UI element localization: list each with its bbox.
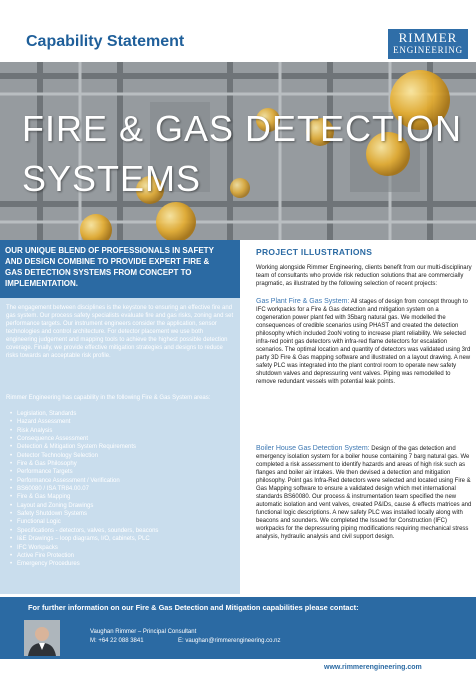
tagline-line: IMPLEMENTATION. — [5, 279, 79, 288]
capability-item: • Hazard Assessment — [0, 418, 240, 426]
person-photo-icon — [24, 620, 60, 656]
avatar — [24, 620, 60, 656]
capability-item: • Performance Assessment / Verification — [0, 477, 240, 485]
capability-item: • Emergency Procedures — [0, 560, 240, 568]
company-logo — [388, 29, 468, 59]
capability-list — [0, 410, 240, 569]
contact-footer — [0, 597, 476, 659]
contact-email-link[interactable]: E: vaughan@rimmerengineering.co.nz — [178, 638, 281, 644]
capability-item: • Performance Targets — [0, 468, 240, 476]
project-description: All stages of design from concept through to IFC workpacks for a Fire & Gas detection and mitigation system on a cogeneration power plant fed with 35barg natural gas. We modelled the consequences of credible scenarios using PHAST and created the detection philosophy which included 2ooN voting to increase plant reliability. We selected infra-red point gas detectors with infra-red flame detectors for escalation scenarios. The optimal location and quantity of detectors was validated using 3rd party 3D Fire & Gas mapping software and illustrated on a layout drawing. A new safety PLC was integrated into the plant control room to operate new safety shutdown valves and depressuring vent valves. Piping was remodelled to remove redundant vessels with potential leak points. — [256, 299, 471, 385]
page-title: Capability Statement — [26, 33, 185, 50]
capability-item: • Layout and Zoning Drawings — [0, 502, 240, 510]
tagline-line: GAS DETECTION SYSTEMS FROM CONCEPT TO — [5, 268, 192, 277]
capability-item: • Safety Shutdown Systems — [0, 510, 240, 518]
tagline-line: AND DESIGN COMBINE TO PROVIDE EXPERT FIRE & — [5, 257, 210, 266]
logo-wordmark-line1: RIMMER — [398, 30, 458, 45]
capability-item: • Fire & Gas Philosophy — [0, 460, 240, 468]
hero-title-line2: SYSTEMS — [22, 158, 202, 199]
plant-illustration — [0, 62, 476, 240]
project-title: Boiler House Gas Detection System: — [256, 445, 370, 452]
hero-banner — [0, 62, 476, 240]
project-item — [256, 298, 472, 386]
contact-call-to-action: For further information on our Fire & Gas Detection and Mitigation capabilities please contact: — [28, 603, 359, 612]
logo-wordmark-line2: ENGINEERING — [393, 45, 463, 55]
capability-item: • Specifications - detectors, valves, sounders, beacons — [0, 527, 240, 535]
capabilities-panel — [0, 240, 240, 594]
capability-item: • BS60080 / ISA TR84.00.07 — [0, 485, 240, 493]
intro-paragraph: The engagement between disciplines is the keystone to ensuring an effective fire and gas system. Our process safety specialists evaluate fire and gas risks, zoning and set performance targets. Our instrument engineers consider the application, sensor technologies and control architecture. For detector placement we use both engineering judgement and mapping tools to achieve the highest possible detection coverage. Finally, we provide effective mitigation strategies and designs to reduce risks towards an acceptable risk profile. — [6, 305, 234, 359]
capability-item: • Active Fire Protection — [0, 552, 240, 560]
website-link[interactable]: www.rimmerengineering.com — [324, 664, 422, 671]
capability-item: • IFC Workpacks — [0, 544, 240, 552]
contact-name: Vaughan Rimmer – Principal Consultant — [90, 629, 197, 635]
tagline-line: OUR UNIQUE BLEND OF PROFESSIONALS IN SAFETY — [5, 246, 214, 255]
capability-item: • Fire & Gas Mapping — [0, 493, 240, 501]
capability-item: • Functional Logic — [0, 518, 240, 526]
section-heading: PROJECT ILLUSTRATIONS — [256, 247, 373, 257]
contact-phone: M: +64 22 088 3841 — [90, 638, 144, 644]
capability-intro: Rimmer Engineering has capability in the following Fire & Gas System areas: — [6, 395, 211, 401]
capability-item: • Risk Analysis — [0, 427, 240, 435]
tagline — [5, 245, 237, 295]
project-title: Gas Plant Fire & Gas System: — [256, 298, 350, 305]
project-description: Design of the gas detection and emergency isolation system for a boiler house containing 7 barg natural gas. We completed a risk assessment to identify hazards and areas of high risk such as flanges and boiler air intakes. We then devised a detection and mitigation philosophy. Point gas Infra-Red detectors were selected and located using Fire & Gas Mapping software to ensure a validated design which met international standards BS60080. Our process & instrumentation team specified the new automatic isolation and vent valves, created P&IDs, cause & effects matrices and functional logic descriptions. A new safety PLC was installed locally along with beacons and sounders. We completed the Issued for Construction (IFC) workpacks for the depressuring piping modifications requiring mechanical stress analysis, hydraulic analysis and civil support design. — [256, 446, 472, 540]
hero-title-line1: FIRE & GAS DETECTION — [22, 108, 463, 149]
capability-item: • Legislation, Standards — [0, 410, 240, 418]
capability-item: • Detector Technology Selection — [0, 452, 240, 460]
capability-item: • I&E Drawings – loop diagrams, I/O, cabinets, PLC — [0, 535, 240, 543]
intro-box — [0, 298, 240, 594]
projects-intro: Working alongside Rimmer Engineering, clients benefit from our multi-disciplinary team of consultants who provide risk reduction solutions that are commercially pragmatic, as illustrated by the following selection of recent projects: — [256, 265, 472, 287]
capability-item: • Detection & Mitigation System Requirements — [0, 443, 240, 451]
capability-item: • Consequence Assessment — [0, 435, 240, 443]
project-item — [256, 445, 472, 541]
page-header — [0, 0, 476, 62]
